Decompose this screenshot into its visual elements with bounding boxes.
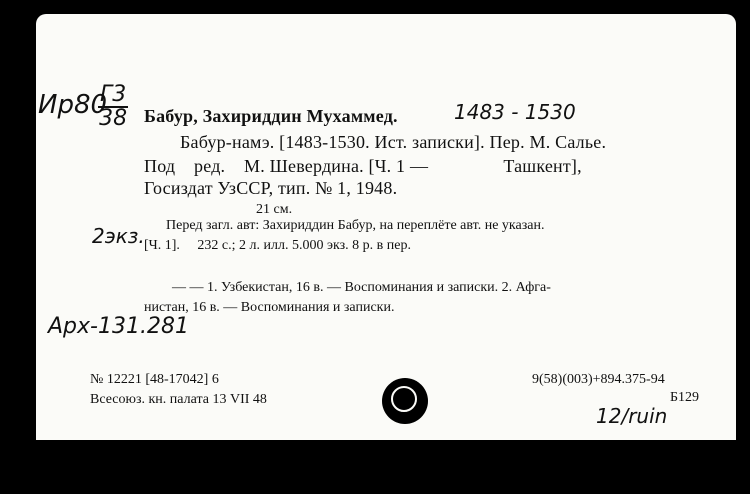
handwritten-archive-code: Арх-131.281 xyxy=(48,314,189,339)
shelfmark-fraction-bottom: 38 xyxy=(99,106,128,131)
note-line-1: Перед загл. авт: Захириддин Бабур, на переплёте авт. не указан. xyxy=(166,218,545,233)
shelfmark-fraction xyxy=(98,84,128,130)
author-heading: Бабур, Захириддин Мухаммед. xyxy=(144,106,398,126)
title-line-1: Бабур-намэ. [1483-1530. Ист. записки]. Пер. М. Салье. xyxy=(180,132,607,152)
classification: 9(58)(003)+894.375-94 xyxy=(532,372,665,387)
subject-line-1: — — 1. Узбекистан, 16 в. — Воспоминания и записки. 2. Афга- xyxy=(172,280,551,295)
catalog-number: № 12221 [48-17042] 6 xyxy=(90,372,219,387)
book-chamber: Всесоюз. кн. палата 13 VII 48 xyxy=(90,392,267,407)
punch-hole-ring xyxy=(391,386,417,412)
code: Б129 xyxy=(670,390,700,405)
title-line-3: Госиздат УзССР, тип. № 1, 1948. xyxy=(144,178,398,198)
title-line-2: Под ред. М. Шевердина. [Ч. 1 — Ташкент], xyxy=(144,156,582,176)
shelfmark-main: Ир80 xyxy=(38,90,108,120)
handwritten-bottom: 12/ruin xyxy=(596,404,668,428)
catalog-card xyxy=(36,14,736,440)
size: 21 см. xyxy=(256,202,293,217)
shelfmark xyxy=(38,90,107,120)
shelfmark-fraction-top: Г3 xyxy=(100,82,127,107)
note-line-2: [Ч. 1]. 232 с.; 2 л. илл. 5.000 экз. 8 р. в пер. xyxy=(144,238,411,253)
handwritten-copies: 2экз. xyxy=(92,224,145,248)
author-dates: 1483 - 1530 xyxy=(454,100,576,124)
subject-line-2: нистан, 16 в. — Воспоминания и записки. xyxy=(144,300,395,315)
